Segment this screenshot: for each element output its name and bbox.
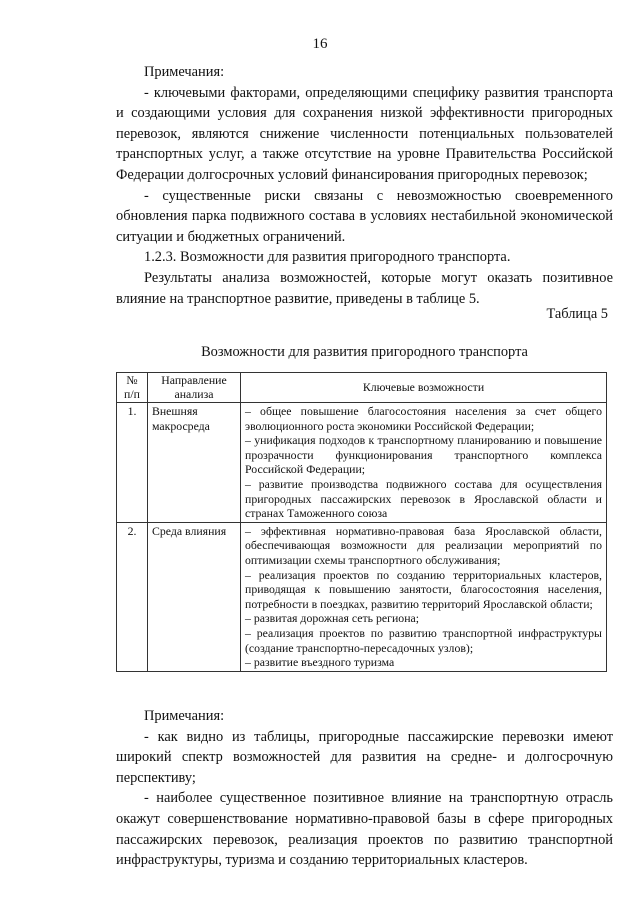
opportunity-item: – унификация подходов к транспортному планированию и повышение прозрачности функционирования транспортного комплекса Российской Федерации; (245, 433, 602, 477)
row-key-opportunities (241, 522, 607, 671)
row-num: 1. (117, 403, 148, 523)
notes-title: Примечания: (144, 64, 225, 80)
note-item: - ключевыми факторами, определяющими специфику развития транспорта и создающими условия для сохранения низкой эффективности пригородных перевозок, являются снижение численности потенциальных пользователей транспортных услуг, а также отсутствие на уровне Правительства Российской Федерации долгосрочных условий финансирования пригородных перевозок; (116, 84, 613, 183)
section-heading: 1.2.3. Возможности для развития пригородного транспорта. (144, 249, 511, 266)
table-row (117, 403, 607, 523)
table-header-row (117, 373, 607, 403)
notes-block-top (116, 62, 613, 309)
note-item: - наиболее существенное позитивное влияние на транспортную отрасль окажут совершенствование нормативно-правовой базы в сфере пригородных пассажирских перевозок, реализация проектов по развитию транспортной инфраструктуры, туризма и созданию территориальных кластеров. (116, 790, 613, 869)
notes-block-bottom (116, 706, 613, 871)
section-intro: Результаты анализа возможностей, которые могут оказать позитивное влияние на транспортное развитие, приведены в таблице 5. (116, 269, 613, 307)
notes-title: Примечания: (144, 708, 225, 724)
row-num: 2. (117, 522, 148, 671)
row-key-opportunities (241, 403, 607, 523)
table-row (117, 522, 607, 671)
table-label: Таблица 5 (546, 306, 608, 322)
header-key: Ключевые возможности (241, 373, 607, 403)
opportunity-item: – развитие производства подвижного состава для осуществления пригородных пассажирских перевозок в Ярославской области и странах Таможенного союза (245, 476, 602, 521)
opportunity-item: – эффективная нормативно-правовая база Ярославской области, обеспечивающая возможности для реализации мероприятий по оптимизации схемы транспортного обслуживания; (245, 523, 602, 567)
table-title: Возможности для развития пригородного транспорта (201, 344, 528, 360)
opportunity-item: – развитая дорожная сеть региона; (245, 611, 420, 626)
opportunities-table (116, 372, 607, 672)
header-direction: Направление анализа (148, 373, 241, 403)
row-direction: Внешняя макросреда (148, 403, 241, 523)
page-number: 16 (312, 36, 328, 52)
opportunity-item: – реализация проектов по развитию транспортной инфраструктуры (создание транспортно-пересадочных узлов); (245, 625, 602, 655)
header-num: № п/п (117, 373, 148, 403)
opportunity-item: – развитие въездного туризма (245, 655, 395, 670)
row-direction: Среда влияния (148, 522, 241, 671)
note-item: - как видно из таблицы, пригородные пассажирские перевозки имеют широкий спектр возможностей для развития на средне- и долгосрочную перспективу; (116, 728, 613, 786)
opportunity-item: – реализация проектов по созданию территориальных кластеров, приводящая к повышению занятости, благосостояния населения, потребности в поездках, развитию территорий Ярославской области; (245, 567, 602, 611)
note-item: - существенные риски связаны с невозможностью своевременного обновления парка подвижного состава в условиях нестабильной экономической ситуации и бюджетных ограничений. (116, 187, 613, 245)
opportunity-item: – общее повышение благосостояния населения за счет общего эволюционного роста экономики Российской Федерации; (245, 404, 602, 433)
